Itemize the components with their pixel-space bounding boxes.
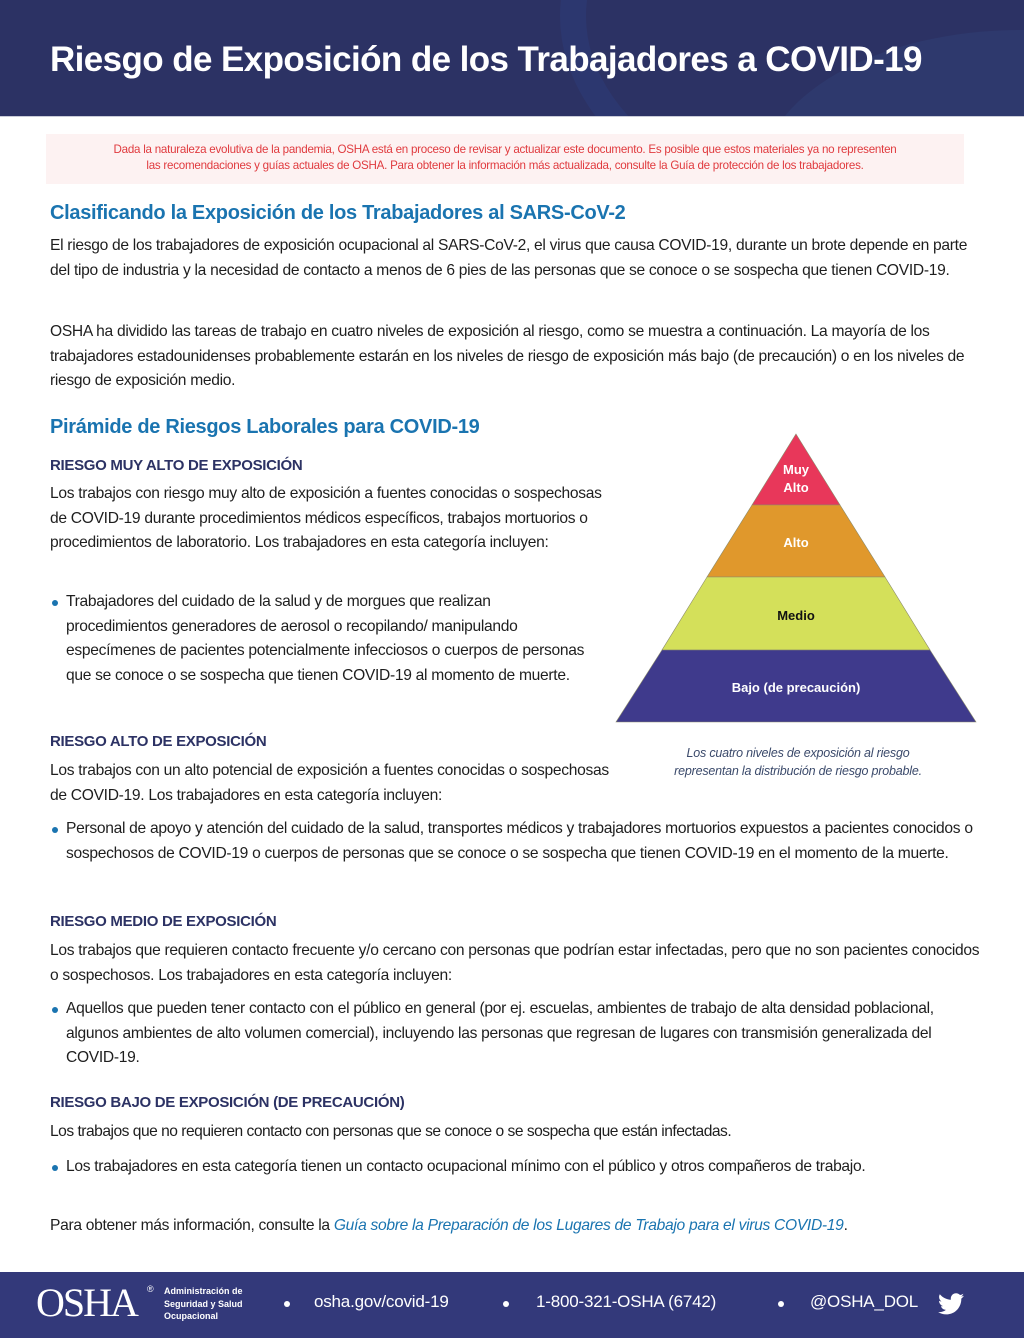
caption-line: representan la distribución de riesgo probable. — [674, 764, 922, 778]
website-link[interactable]: osha.gov/covid-19 — [314, 1292, 449, 1311]
list-item — [50, 817, 980, 866]
twitter-handle-link[interactable]: @OSHA_DOL — [810, 1292, 919, 1311]
twitter-bird-icon[interactable] — [938, 1293, 964, 1315]
list-item-text: Los trabajadores en esta categoría tienen un contacto ocupacional mínimo con el público y otros compañeros de trabajo. — [66, 1158, 866, 1175]
agency-line: Administración de — [164, 1286, 243, 1296]
agency-line: Ocupacional — [164, 1311, 219, 1321]
bullet-icon — [52, 827, 58, 833]
update-notice — [46, 134, 964, 184]
pyramid-label-very-high: Muy — [783, 462, 809, 477]
notice-line: las recomendaciones y guías actuales de OSHA. Para obtener la información más actualizada, consulte la Guía de protección de los trabajadores. — [146, 159, 864, 172]
list-item — [50, 1155, 980, 1180]
low-risk-description: Los trabajos que no requieren contacto con personas que se conoce o se sospecha que están infectadas. — [50, 1123, 732, 1140]
pyramid-label-low: Bajo (de precaución) — [731, 680, 861, 695]
phone-number: 1-800-321-OSHA (6742) — [536, 1292, 717, 1311]
guide-link[interactable]: Guía sobre la Preparación de los Lugares de Trabajo para el virus COVID-19 — [333, 1217, 844, 1234]
bullet-icon — [52, 1165, 58, 1171]
list-item — [50, 997, 980, 1071]
list-item-text: Aquellos que pueden tener contacto con el público en general (por ej. escuelas, ambientes de trabajo de alta densidad poblacional, algunos ambientes de alto volumen comercial), incluyendo las personas que regresan de lugares con transmisión generalizada del COVID-19. — [66, 1000, 934, 1066]
page-header — [0, 0, 1024, 117]
pyramid-label-medium: Medio — [777, 608, 815, 623]
bullet-icon — [284, 1301, 290, 1307]
pyramid-label-high: Alto — [783, 535, 809, 550]
bullet-icon — [503, 1301, 509, 1307]
more-info-prefix: Para obtener más información, consulte la — [50, 1217, 334, 1234]
high-risk-description: Los trabajos con un alto potencial de exposición a fuentes conocidas o sospechosas de COVID-19. Los trabajadores en esta categoría incluyen: — [50, 762, 609, 804]
heading-high-risk: RIESGO ALTO DE EXPOSICIÓN — [50, 733, 267, 750]
agency-line: Seguridad y Salud — [164, 1298, 243, 1309]
list-item-text: Personal de apoyo y atención del cuidado de la salud, transportes médicos y trabajadores mortuorios expuestos a pacientes conocidos o sospechosos de COVID-19 o cuerpos de personas que se conoce o se sospecha que tienen COVID-19 en el momento de la muerte. — [66, 820, 973, 862]
agency-name — [164, 1285, 243, 1323]
classifying-paragraph-2: OSHA ha dividido las tareas de trabajo en cuatro niveles de exposición al riesgo, como se muestra a continuación. La mayoría de los trabajadores estadounidenses probablemente estarán en los niveles de riesgo de exposición más bajo (de precaución) o en los niveles de riesgo de exposición medio. — [50, 323, 965, 389]
list-item-text: Trabajadores del cuidado de la salud y de morgues que realizan procedimientos generadores de aerosol o recopilando/ manipulando especímenes de pacientes potencialmente infecciosos o cuerpos de personas que se conoce o se sospecha que tienen COVID-19 al momento de muerte. — [66, 593, 585, 684]
page-footer — [0, 1272, 1024, 1338]
heading-medium-risk: RIESGO MEDIO DE EXPOSICIÓN — [50, 913, 277, 930]
pyramid-label-very-high: Alto — [783, 480, 809, 495]
risk-pyramid — [612, 430, 980, 726]
heading-very-high-risk: RIESGO MUY ALTO DE EXPOSICIÓN — [50, 457, 303, 474]
more-info-suffix: . — [843, 1217, 848, 1234]
very-high-risk-description: Los trabajos con riesgo muy alto de exposición a fuentes conocidas o sospechosas de COVID-19 durante procedimientos médicos específicos, trabajos mortuorios o procedimientos de laboratorio. Los trabajadores en esta categoría incluyen: — [50, 485, 602, 551]
more-info-text — [50, 1217, 848, 1235]
registered-mark: ® — [147, 1284, 154, 1294]
notice-line: Dada la naturaleza evolutiva de la pandemia, OSHA está en proceso de revisar y actualizar este documento. Es posible que estos materiales ya no representen — [113, 143, 897, 156]
medium-risk-description: Los trabajos que requieren contacto frecuente y/o cercano con personas que podrían estar infectadas, pero que no son pacientes conocidos o sospechosos. Los trabajadores en esta categoría incluyen: — [50, 942, 980, 984]
bullet-icon — [778, 1301, 784, 1307]
classifying-paragraph-1: El riesgo de los trabajadores de exposición ocupacional al SARS-CoV-2, el virus que causa COVID-19, durante un brote depende en parte del tipo de industria y la necesidad de contacto a menos de 6 pies de las personas que se conoce o se sospecha que tienen COVID-19. — [50, 237, 968, 279]
section-heading-classifying: Clasificando la Exposición de los Trabajadores al SARS-CoV-2 — [50, 202, 626, 224]
osha-logo: OSHA — [36, 1280, 137, 1325]
list-item — [50, 590, 595, 688]
section-heading-pyramid: Pirámide de Riesgos Laborales para COVID-19 — [50, 416, 480, 438]
bullet-icon — [52, 1007, 58, 1013]
caption-line: Los cuatro niveles de exposición al riesgo — [686, 746, 910, 760]
heading-low-risk: RIESGO BAJO DE EXPOSICIÓN (DE PRECAUCIÓN) — [50, 1094, 405, 1111]
pyramid-caption — [630, 744, 966, 780]
page-title: Riesgo de Exposición de los Trabajadores a COVID-19 — [50, 40, 922, 79]
bullet-icon — [52, 600, 58, 606]
